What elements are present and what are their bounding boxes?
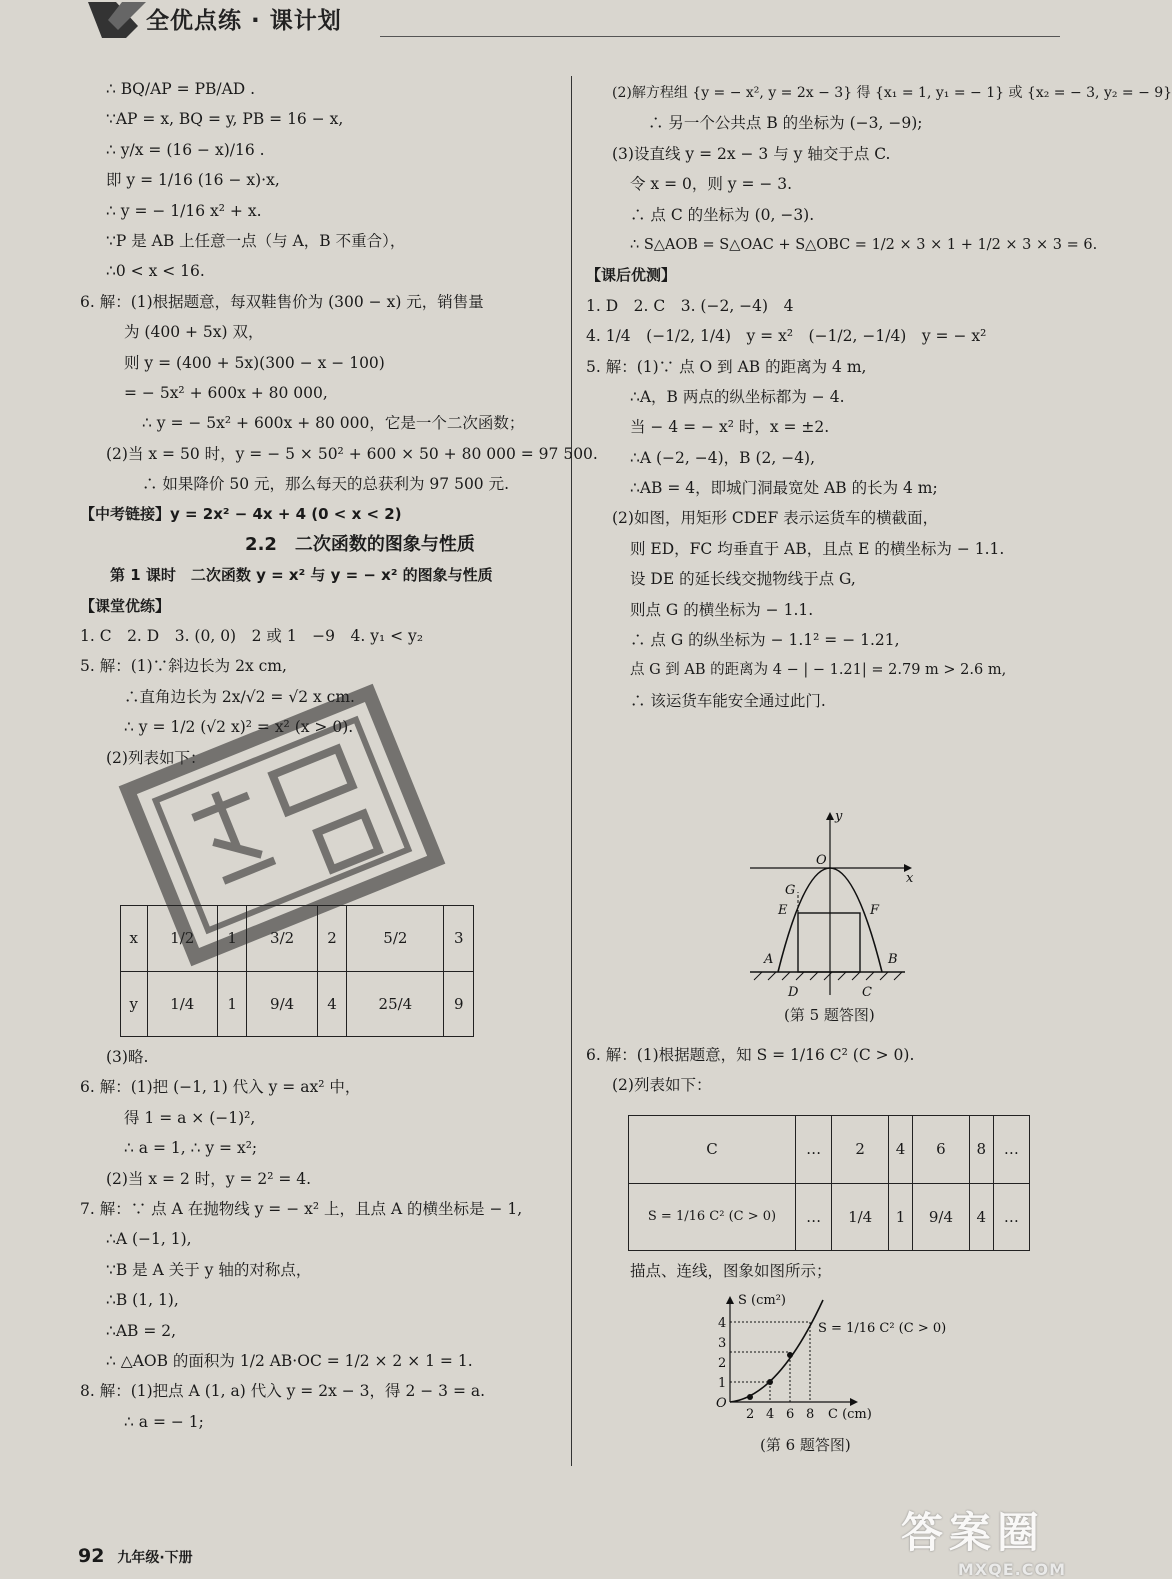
text-line: 则 ED，FC 均垂直于 AB，且点 E 的横坐标为 − 1.1. bbox=[630, 539, 1005, 558]
tick-label: 6 bbox=[786, 1407, 795, 1422]
text-line: 则 y = (400 + 5x)(300 − x − 100) bbox=[124, 353, 385, 372]
table-cell: x bbox=[121, 906, 148, 972]
table-cell: 8 bbox=[969, 1116, 993, 1184]
table-cell: … bbox=[993, 1116, 1029, 1184]
text-line: 4. 1/4 (−1/2, 1/4) y = x² (−1/2, −1/4) y = − x² bbox=[586, 327, 987, 346]
svg-text:D: D bbox=[788, 985, 799, 1000]
text-line: 6. 解：(1)根据题意，知 S = 1/16 C² (C > 0). bbox=[586, 1046, 915, 1064]
text-line: ∴直角边长为 2x/√2 = √2 x cm. bbox=[124, 687, 355, 706]
text-line: 1. C 2. D 3. (0, 0) 2 或 1 −9 4. y₁ < y₂ bbox=[80, 627, 424, 646]
svg-text:E: E bbox=[778, 903, 788, 918]
text-line: (2)列表如下： bbox=[612, 1076, 712, 1095]
page-header bbox=[0, 0, 1080, 40]
text-line: (2)当 x = 50 时，y = − 5 × 50² + 600 × 50 + 80 000 = 97 500. bbox=[106, 444, 598, 463]
right-column-lower bbox=[586, 1256, 1066, 1286]
svg-text:G: G bbox=[785, 883, 796, 898]
section-title: 2.2 二次函数的图象与性质 bbox=[245, 533, 475, 555]
text-line: 7. 解：∵ 点 A 在抛物线 y = − x² 上，且点 A 的横坐标是 − 1, bbox=[80, 1199, 523, 1218]
text-line: 8. 解：(1)把点 A (1, a) 代入 y = 2x − 3，得 2 − 3 = a. bbox=[80, 1382, 486, 1401]
tick-label: 3 bbox=[718, 1336, 727, 1351]
text-line: ∴ 该运货车能安全通过此门. bbox=[630, 691, 826, 710]
right-column-mid bbox=[586, 1040, 1066, 1101]
axis-label-c: C (cm) bbox=[828, 1407, 872, 1422]
figure-5-parabola-gate bbox=[740, 810, 920, 1000]
table-row bbox=[629, 1116, 1030, 1184]
table-row bbox=[121, 971, 474, 1037]
table-cell: 2 bbox=[317, 906, 347, 972]
text-line: (3)略. bbox=[106, 1048, 149, 1066]
text-line: (2)列表如下： bbox=[106, 748, 206, 767]
figure-5-caption: (第 5 题答图) bbox=[784, 1006, 875, 1024]
table-cs bbox=[628, 1115, 1030, 1251]
svg-text:y: y bbox=[835, 809, 843, 824]
text-line: ∴ y/x = (16 − x)/16 . bbox=[106, 140, 265, 159]
table-cell: 4 bbox=[969, 1183, 993, 1251]
left-column-lower bbox=[80, 1042, 560, 1437]
text-line: 5. 解：(1)∵斜边长为 2x cm, bbox=[80, 657, 287, 676]
page-footer bbox=[78, 1545, 193, 1567]
left-column bbox=[80, 74, 598, 773]
table-cell: 4 bbox=[889, 1116, 913, 1184]
table-cell: 1 bbox=[217, 906, 247, 972]
text-line: ∴ 另一个公共点 B 的坐标为 (−3, −9); bbox=[648, 114, 923, 133]
tick-label: 2 bbox=[718, 1356, 727, 1371]
section-label: 【课后优测】 bbox=[586, 266, 677, 285]
text-line: 描点、连线，图象如图所示； bbox=[630, 1262, 832, 1280]
curve-label: S = 1/16 C² (C > 0) bbox=[818, 1321, 947, 1336]
table-cell: 9 bbox=[444, 971, 474, 1037]
svg-text:x: x bbox=[906, 871, 914, 886]
table-cell: 3 bbox=[444, 906, 474, 972]
table-cell: S = 1/16 C² (C > 0) bbox=[629, 1183, 796, 1251]
tick-label: 4 bbox=[718, 1316, 727, 1331]
svg-text:C: C bbox=[862, 985, 872, 1000]
table-cell: 6 bbox=[912, 1116, 969, 1184]
text-line: ∴AB = 2, bbox=[106, 1321, 177, 1340]
text-line: 为 (400 + 5x) 双， bbox=[124, 323, 264, 342]
page-number: 92 bbox=[78, 1545, 105, 1567]
watermark-sub: MXQE.COM bbox=[957, 1560, 1066, 1579]
text-line: ∴ y = − 5x² + 600x + 80 000，它是一个二次函数； bbox=[142, 414, 525, 433]
stamp-seal bbox=[112, 675, 452, 975]
svg-text:A: A bbox=[764, 952, 774, 967]
table-cell: C bbox=[629, 1116, 796, 1184]
text-line: (2)解方程组 {y = − x², y = 2x − 3} 得 {x₁ = 1, y₁ = − 1} 或 {x₂ = − 3, y₂ = − 9} bbox=[612, 85, 1172, 101]
text-line: = − 5x² + 600x + 80 000, bbox=[124, 383, 328, 402]
text-line: 则点 G 的横坐标为 − 1.1. bbox=[630, 600, 814, 619]
text-line: ∴A (−2, −4)，B (2, −4), bbox=[630, 448, 816, 467]
text-line: 即 y = 1/16 (16 − x)·x, bbox=[106, 171, 280, 190]
table-cell: … bbox=[796, 1183, 832, 1251]
table-cell: 1 bbox=[889, 1183, 913, 1251]
text-line: 得 1 = a × (−1)², bbox=[124, 1108, 256, 1127]
table-cell: 9/4 bbox=[912, 1183, 969, 1251]
text-line: ∴ S△AOB = S△OAC + S△OBC = 1/2 × 3 × 1 + 1/2 × 3 × 3 = 6. bbox=[630, 236, 1098, 253]
text-line: ∵B 是 A 关于 y 轴的对称点， bbox=[106, 1260, 312, 1279]
table-cell: 1 bbox=[217, 971, 247, 1037]
text-line: ∵P 是 AB 上任意一点（与 A，B 不重合）， bbox=[106, 231, 406, 250]
text-line: 6. 解：(1)根据题意，每双鞋售价为 (300 − x) 元，销售量 bbox=[80, 292, 484, 311]
svg-text:F: F bbox=[870, 903, 880, 918]
text-line: ∴B (1, 1), bbox=[106, 1291, 179, 1310]
text-line: ∴ y = 1/2 (√2 x)² = x² (x > 0). bbox=[124, 718, 354, 737]
text-line: ∴A，B 两点的纵坐标都为 − 4. bbox=[630, 387, 845, 406]
tick-label: 2 bbox=[746, 1407, 755, 1422]
table-cell: 1/2 bbox=[147, 906, 217, 972]
header-title: 全优点练 · 课计划 bbox=[146, 8, 342, 34]
text-line: 当 − 4 = − x² 时，x = ±2. bbox=[630, 418, 830, 437]
grade-label: 九年级·下册 bbox=[117, 1550, 193, 1566]
table-cell: … bbox=[993, 1183, 1029, 1251]
table-cell: 4 bbox=[317, 971, 347, 1037]
header-rule bbox=[380, 36, 1060, 37]
table-cell: 1/4 bbox=[832, 1183, 889, 1251]
section-label: 【课堂优练】 bbox=[80, 596, 171, 615]
table-cell: 25/4 bbox=[347, 971, 444, 1037]
table-cell: 1/4 bbox=[147, 971, 217, 1037]
text-line: (3)设直线 y = 2x − 3 与 y 轴交于点 C. bbox=[612, 144, 891, 163]
text-line: ∴ 如果降价 50 元，那么每天的总获利为 97 500 元. bbox=[142, 475, 510, 494]
text-line: ∴ a = − 1; bbox=[124, 1412, 204, 1431]
text-line: ∴ a = 1, ∴ y = x²; bbox=[124, 1139, 258, 1158]
table-cell: 5/2 bbox=[347, 906, 444, 972]
exam-link: 【中考链接】y = 2x² − 4x + 4 (0 < x < 2) bbox=[80, 505, 402, 524]
subsection-title: 第 1 课时 二次函数 y = x² 与 y = − x² 的图象与性质 bbox=[110, 566, 493, 585]
table-cell: y bbox=[121, 971, 148, 1037]
text-line: ∴A (−1, 1), bbox=[106, 1230, 192, 1249]
text-line: 点 G 到 AB 的距离为 4 − | − 1.21| = 2.79 m > 2.6 m, bbox=[630, 662, 1007, 679]
svg-text:O: O bbox=[816, 853, 827, 868]
text-line: ∴ 点 C 的坐标为 (0, −3). bbox=[630, 205, 815, 224]
tick-label: 8 bbox=[806, 1407, 815, 1422]
text-line: ∴ y = − 1/16 x² + x. bbox=[106, 201, 262, 220]
watermark-main: 答案圈 bbox=[901, 1508, 1046, 1557]
text-line: (2)当 x = 2 时，y = 2² = 4. bbox=[106, 1169, 312, 1188]
text-line: 5. 解：(1)∵ 点 O 到 AB 的距离为 4 m, bbox=[586, 357, 867, 376]
table-cell: 2 bbox=[832, 1116, 889, 1184]
text-line: ∵AP = x, BQ = y, PB = 16 − x, bbox=[106, 110, 344, 129]
figure-6-graph bbox=[708, 1292, 968, 1432]
right-column bbox=[586, 78, 1172, 716]
table-cell: 3/2 bbox=[247, 906, 317, 972]
table-row bbox=[629, 1183, 1030, 1251]
text-line: ∴ △AOB 的面积为 1/2 AB·OC = 1/2 × 2 × 1 = 1. bbox=[106, 1351, 473, 1370]
text-line: (2)如图，用矩形 CDEF 表示运货车的横截面， bbox=[612, 509, 939, 528]
svg-text:B: B bbox=[888, 952, 898, 967]
text-line: 令 x = 0，则 y = − 3. bbox=[630, 175, 793, 194]
text-line: ∴ BQ/AP = PB/AD . bbox=[106, 80, 256, 98]
column-divider bbox=[571, 76, 572, 1466]
table-cell: … bbox=[796, 1116, 832, 1184]
axis-label-s: S (cm²) bbox=[738, 1293, 787, 1308]
text-line: ∴0 < x < 16. bbox=[106, 262, 205, 281]
text-line: 设 DE 的延长线交抛物线于点 G, bbox=[630, 570, 856, 589]
table-cell: 9/4 bbox=[247, 971, 317, 1037]
text-line: 6. 解：(1)把 (−1, 1) 代入 y = ax² 中， bbox=[80, 1078, 361, 1097]
watermark-logo bbox=[901, 1500, 1066, 1579]
text-line: ∴AB = 4，即城门洞最宽处 AB 的长为 4 m; bbox=[630, 479, 938, 498]
tick-label: 1 bbox=[718, 1376, 727, 1391]
figure-6-caption: (第 6 题答图) bbox=[760, 1436, 851, 1454]
text-line: 1. D 2. C 3. (−2, −4) 4 bbox=[586, 296, 794, 315]
tick-label: 4 bbox=[766, 1407, 775, 1422]
text-line: ∴ 点 G 的纵坐标为 − 1.1² = − 1.21, bbox=[630, 631, 900, 650]
origin-label: O bbox=[716, 1396, 727, 1411]
